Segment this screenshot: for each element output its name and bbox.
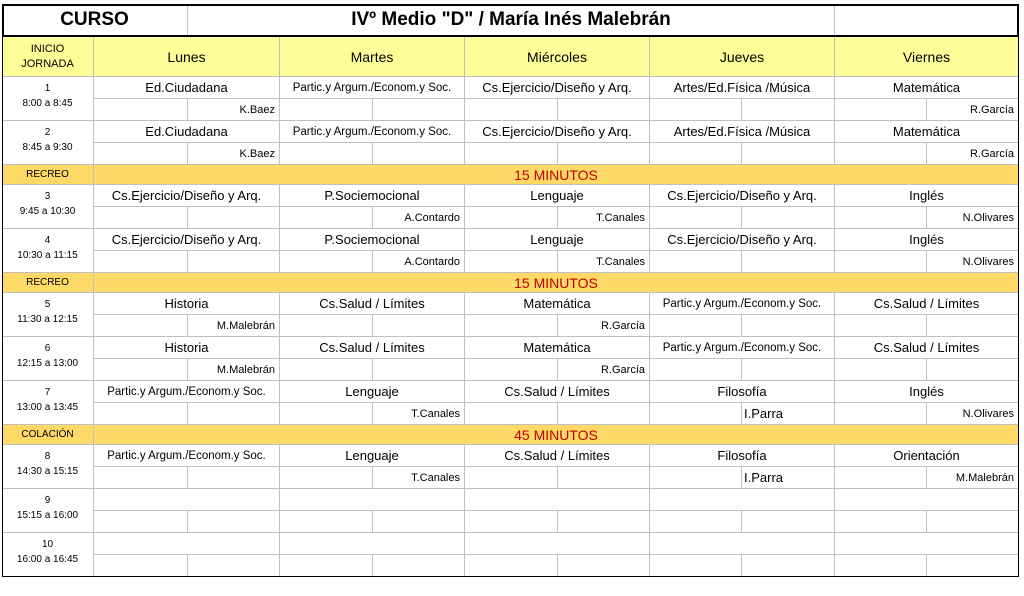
period-number: 1	[44, 83, 51, 94]
subject-cell	[835, 489, 1019, 511]
teacher-cell: M.Malebrán	[188, 315, 280, 337]
teacher-blank	[465, 555, 558, 577]
subject-cell: Cs.Ejercicio/Diseño y Arq.	[650, 229, 835, 251]
teacher-cell	[742, 359, 835, 381]
period-number: 8	[44, 451, 51, 462]
teacher-blank	[280, 251, 373, 273]
teacher-blank	[94, 467, 188, 489]
teacher-blank	[94, 315, 188, 337]
teacher-blank	[94, 403, 188, 425]
teacher-blank	[465, 511, 558, 533]
subject-cell: Lenguaje	[280, 381, 465, 403]
teacher-cell	[373, 315, 465, 337]
teacher-cell: R.García	[927, 143, 1019, 165]
header-inicio-jornada	[2, 37, 94, 77]
subject-cell: Partic.y Argum./Econom.y Soc.	[280, 77, 465, 99]
teacher-blank	[835, 467, 927, 489]
period-number: 9	[44, 495, 51, 506]
period-cell	[2, 381, 94, 425]
teacher-blank	[650, 555, 742, 577]
teacher-cell	[558, 403, 650, 425]
teacher-blank	[94, 511, 188, 533]
period-cell	[2, 77, 94, 121]
teacher-blank	[94, 555, 188, 577]
teacher-cell: K.Baez	[188, 143, 280, 165]
subject-cell: Cs.Salud / Límites	[465, 445, 650, 467]
teacher-cell: R.García	[558, 315, 650, 337]
subject-cell: Cs.Salud / Límites	[835, 337, 1019, 359]
period-time: 8:45 a 9:30	[22, 142, 73, 153]
subject-cell: Filosofía	[650, 381, 835, 403]
teacher-cell	[558, 467, 650, 489]
subject-cell: Cs.Ejercicio/Diseño y Arq.	[650, 185, 835, 207]
period-number: 5	[44, 299, 51, 310]
subject-cell: P.Sociemocional	[280, 229, 465, 251]
subject-cell: P.Sociemocional	[280, 185, 465, 207]
subject-cell: Ed.Ciudadana	[94, 121, 280, 143]
period-cell	[2, 121, 94, 165]
subject-cell	[280, 489, 465, 511]
period-time: 15:15 a 16:00	[16, 510, 79, 521]
subject-cell: Matemática	[835, 121, 1019, 143]
subject-cell: Filosofía	[650, 445, 835, 467]
teacher-blank	[650, 511, 742, 533]
period-cell	[2, 293, 94, 337]
teacher-blank	[280, 555, 373, 577]
subject-cell: Cs.Ejercicio/Diseño y Arq.	[94, 185, 280, 207]
teacher-cell: A.Contardo	[373, 207, 465, 229]
period-time: 11:30 a 12:15	[17, 314, 78, 325]
break-duration: 15 MINUTOS	[94, 273, 1019, 293]
teacher-cell: T.Canales	[373, 467, 465, 489]
teacher-cell: R.García	[558, 359, 650, 381]
period-cell	[2, 533, 94, 577]
teacher-blank	[650, 251, 742, 273]
teacher-cell	[188, 251, 280, 273]
teacher-blank	[835, 359, 927, 381]
teacher-cell: K.Baez	[188, 99, 280, 121]
teacher-blank	[650, 207, 742, 229]
teacher-cell: N.Olivares	[927, 207, 1019, 229]
subject-cell	[835, 533, 1019, 555]
subject-cell: Lenguaje	[465, 185, 650, 207]
teacher-blank	[835, 207, 927, 229]
teacher-cell	[373, 359, 465, 381]
teacher-cell	[558, 511, 650, 533]
teacher-cell: N.Olivares	[927, 403, 1019, 425]
subject-cell: Historia	[94, 293, 280, 315]
teacher-blank	[280, 315, 373, 337]
day-header: Lunes	[94, 37, 280, 77]
teacher-blank	[835, 511, 927, 533]
subject-cell: Cs.Salud / Límites	[465, 381, 650, 403]
subject-cell: Matemática	[465, 337, 650, 359]
subject-cell: Partic.y Argum./Econom.y Soc.	[94, 381, 280, 403]
teacher-blank	[280, 359, 373, 381]
day-header: Jueves	[650, 37, 835, 77]
teacher-blank	[650, 467, 742, 489]
period-number: 2	[44, 127, 51, 138]
teacher-cell: T.Canales	[558, 251, 650, 273]
period-number: 4	[44, 235, 51, 246]
subject-cell: Matemática	[835, 77, 1019, 99]
subject-cell: Cs.Salud / Límites	[280, 337, 465, 359]
subject-cell: Partic.y Argum./Econom.y Soc.	[280, 121, 465, 143]
teacher-blank	[650, 403, 742, 425]
subject-cell: Artes/Ed.Física /Música	[650, 77, 835, 99]
break-label: RECREO	[2, 165, 94, 185]
teacher-blank	[280, 511, 373, 533]
teacher-cell	[188, 467, 280, 489]
period-number: 6	[44, 343, 51, 354]
teacher-blank	[94, 207, 188, 229]
teacher-cell	[188, 403, 280, 425]
subject-cell: Cs.Ejercicio/Diseño y Arq.	[94, 229, 280, 251]
teacher-blank	[94, 359, 188, 381]
subject-cell: Partic.y Argum./Econom.y Soc.	[650, 293, 835, 315]
teacher-blank	[280, 207, 373, 229]
teacher-cell	[188, 207, 280, 229]
period-number: 10	[41, 539, 54, 550]
subject-cell: Inglés	[835, 185, 1019, 207]
teacher-cell	[188, 511, 280, 533]
subject-cell	[650, 533, 835, 555]
teacher-cell	[373, 511, 465, 533]
teacher-blank	[94, 143, 188, 165]
teacher-cell	[742, 511, 835, 533]
teacher-cell: R.García	[927, 99, 1019, 121]
subject-cell	[465, 533, 650, 555]
teacher-cell	[927, 359, 1019, 381]
day-header: Miércoles	[465, 37, 650, 77]
header-inicio: INICIO	[30, 42, 65, 55]
teacher-blank	[465, 467, 558, 489]
period-time: 9:45 a 10:30	[19, 206, 76, 217]
period-time: 10:30 a 11:15	[17, 250, 78, 261]
teacher-blank	[280, 467, 373, 489]
subject-cell: Cs.Salud / Límites	[280, 293, 465, 315]
teacher-blank	[465, 359, 558, 381]
teacher-cell: A.Contardo	[373, 251, 465, 273]
day-header: Viernes	[835, 37, 1019, 77]
teacher-blank	[94, 251, 188, 273]
break-label: RECREO	[2, 273, 94, 293]
subject-cell	[280, 533, 465, 555]
teacher-cell	[558, 99, 650, 121]
subject-cell: Lenguaje	[280, 445, 465, 467]
teacher-blank	[94, 99, 188, 121]
teacher-blank	[650, 315, 742, 337]
teacher-blank	[835, 143, 927, 165]
teacher-cell	[742, 207, 835, 229]
period-cell	[2, 185, 94, 229]
teacher-cell	[373, 555, 465, 577]
teacher-cell: T.Canales	[558, 207, 650, 229]
break-duration: 15 MINUTOS	[94, 165, 1019, 185]
teacher-cell	[927, 555, 1019, 577]
title-spacer	[835, 4, 1019, 37]
teacher-blank	[465, 403, 558, 425]
subject-cell: Cs.Salud / Límites	[835, 293, 1019, 315]
teacher-cell	[742, 99, 835, 121]
teacher-cell	[742, 555, 835, 577]
period-time: 13:00 a 13:45	[16, 402, 79, 413]
teacher-cell: I.Parra	[742, 403, 835, 425]
teacher-blank	[465, 251, 558, 273]
subject-cell: Cs.Ejercicio/Diseño y Arq.	[465, 77, 650, 99]
break-label: COLACIÓN	[2, 425, 94, 445]
period-time: 12:15 a 13:00	[16, 358, 79, 369]
teacher-cell	[742, 315, 835, 337]
subject-cell: Lenguaje	[465, 229, 650, 251]
teacher-cell	[373, 99, 465, 121]
teacher-cell: T.Canales	[373, 403, 465, 425]
teacher-blank	[465, 315, 558, 337]
period-number: 3	[44, 191, 51, 202]
period-cell	[2, 445, 94, 489]
subject-cell: Orientación	[835, 445, 1019, 467]
period-time: 14:30 a 15:15	[16, 466, 79, 477]
teacher-cell	[558, 143, 650, 165]
period-cell	[2, 337, 94, 381]
subject-cell	[94, 489, 280, 511]
subject-cell: Cs.Ejercicio/Diseño y Arq.	[465, 121, 650, 143]
teacher-cell: M.Malebrán	[188, 359, 280, 381]
day-header: Martes	[280, 37, 465, 77]
period-cell	[2, 489, 94, 533]
teacher-blank	[465, 207, 558, 229]
subject-cell	[94, 533, 280, 555]
teacher-blank	[835, 555, 927, 577]
teacher-cell	[927, 315, 1019, 337]
teacher-blank	[835, 315, 927, 337]
subject-cell: Artes/Ed.Física /Música	[650, 121, 835, 143]
teacher-cell	[558, 555, 650, 577]
teacher-cell	[742, 143, 835, 165]
subject-cell: Historia	[94, 337, 280, 359]
subject-cell: Ed.Ciudadana	[94, 77, 280, 99]
teacher-blank	[280, 143, 373, 165]
title-curso: CURSO	[2, 4, 188, 37]
teacher-blank	[650, 359, 742, 381]
subject-cell	[465, 489, 650, 511]
teacher-blank	[280, 99, 373, 121]
subject-cell: Partic.y Argum./Econom.y Soc.	[650, 337, 835, 359]
teacher-blank	[650, 99, 742, 121]
teacher-cell	[188, 555, 280, 577]
teacher-blank	[835, 99, 927, 121]
header-jornada: JORNADA	[21, 57, 74, 70]
teacher-blank	[465, 143, 558, 165]
page-title: IVº Medio "D" / María Inés Malebrán	[188, 4, 835, 37]
subject-cell: Inglés	[835, 229, 1019, 251]
teacher-blank	[280, 403, 373, 425]
teacher-cell: N.Olivares	[927, 251, 1019, 273]
teacher-blank	[835, 403, 927, 425]
teacher-blank	[465, 99, 558, 121]
teacher-blank	[650, 143, 742, 165]
teacher-cell: M.Malebrán	[927, 467, 1019, 489]
period-time: 16:00 a 16:45	[16, 554, 79, 565]
teacher-cell: I.Parra	[742, 467, 835, 489]
period-number: 7	[44, 387, 51, 398]
break-duration: 45 MINUTOS	[94, 425, 1019, 445]
teacher-blank	[835, 251, 927, 273]
teacher-cell	[373, 143, 465, 165]
subject-cell: Matemática	[465, 293, 650, 315]
period-cell	[2, 229, 94, 273]
subject-cell: Inglés	[835, 381, 1019, 403]
subject-cell: Partic.y Argum./Econom.y Soc.	[94, 445, 280, 467]
teacher-cell	[927, 511, 1019, 533]
period-time: 8:00 a 8:45	[22, 98, 73, 109]
teacher-cell	[742, 251, 835, 273]
subject-cell	[650, 489, 835, 511]
